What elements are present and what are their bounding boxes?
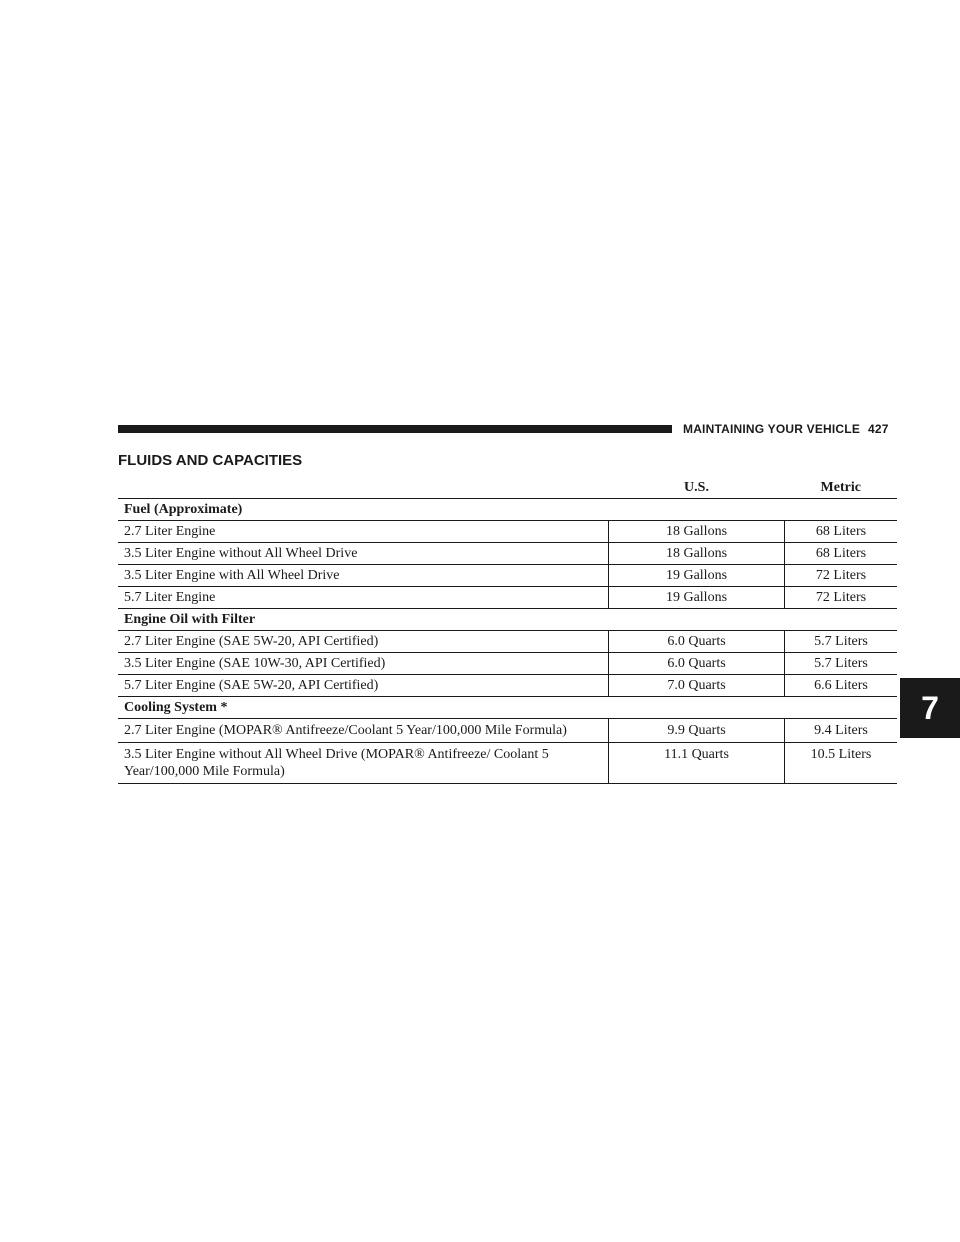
row-metric-value: 68 Liters [785,521,898,543]
table-row [118,653,897,675]
table-row [118,543,897,565]
header-rule [118,425,672,433]
row-us-value: 11.1 Quarts [609,743,785,784]
group-title: Engine Oil with Filter [118,609,897,631]
column-header-description [118,475,609,499]
row-description: 2.7 Liter Engine [118,521,609,543]
column-header-metric: Metric [785,475,898,499]
row-metric-value: 10.5 Liters [785,743,898,784]
table-header-row [118,475,897,499]
row-us-value: 19 Gallons [609,565,785,587]
table-row [118,565,897,587]
group-title: Cooling System * [118,697,897,719]
table-row [118,631,897,653]
row-description: 5.7 Liter Engine [118,587,609,609]
row-us-value: 7.0 Quarts [609,675,785,697]
fluids-capacities-table [118,475,897,784]
table-row [118,675,897,697]
row-us-value: 18 Gallons [609,521,785,543]
table-group-row [118,499,897,521]
row-metric-value: 6.6 Liters [785,675,898,697]
table-row [118,719,897,743]
row-metric-value: 9.4 Liters [785,719,898,743]
row-us-value: 19 Gallons [609,587,785,609]
row-metric-value: 72 Liters [785,565,898,587]
column-header-us: U.S. [609,475,785,499]
table-row [118,743,897,784]
section-title: FLUIDS AND CAPACITIES [118,452,303,469]
row-description: 3.5 Liter Engine without All Wheel Drive [118,543,609,565]
row-description: 3.5 Liter Engine without All Wheel Drive (MOPAR® Antifreeze/ Coolant 5 Year/100,000 Mile Formula) [118,743,609,784]
row-us-value: 6.0 Quarts [609,653,785,675]
table-group-row [118,609,897,631]
row-metric-value: 72 Liters [785,587,898,609]
row-us-value: 9.9 Quarts [609,719,785,743]
group-title: Fuel (Approximate) [118,499,897,521]
row-metric-value: 5.7 Liters [785,653,898,675]
chapter-tab: 7 [900,678,960,738]
row-description: 2.7 Liter Engine (MOPAR® Antifreeze/Coolant 5 Year/100,000 Mile Formula) [118,719,609,743]
row-description: 3.5 Liter Engine (SAE 10W-30, API Certified) [118,653,609,675]
row-metric-value: 68 Liters [785,543,898,565]
row-description: 2.7 Liter Engine (SAE 5W-20, API Certified) [118,631,609,653]
running-header [683,422,889,436]
running-title: MAINTAINING YOUR VEHICLE [683,422,861,436]
page-number: 427 [868,422,889,436]
table-row [118,521,897,543]
table-row [118,587,897,609]
row-metric-value: 5.7 Liters [785,631,898,653]
table-group-row [118,697,897,719]
row-description: 5.7 Liter Engine (SAE 5W-20, API Certified) [118,675,609,697]
row-us-value: 6.0 Quarts [609,631,785,653]
row-description: 3.5 Liter Engine with All Wheel Drive [118,565,609,587]
row-us-value: 18 Gallons [609,543,785,565]
